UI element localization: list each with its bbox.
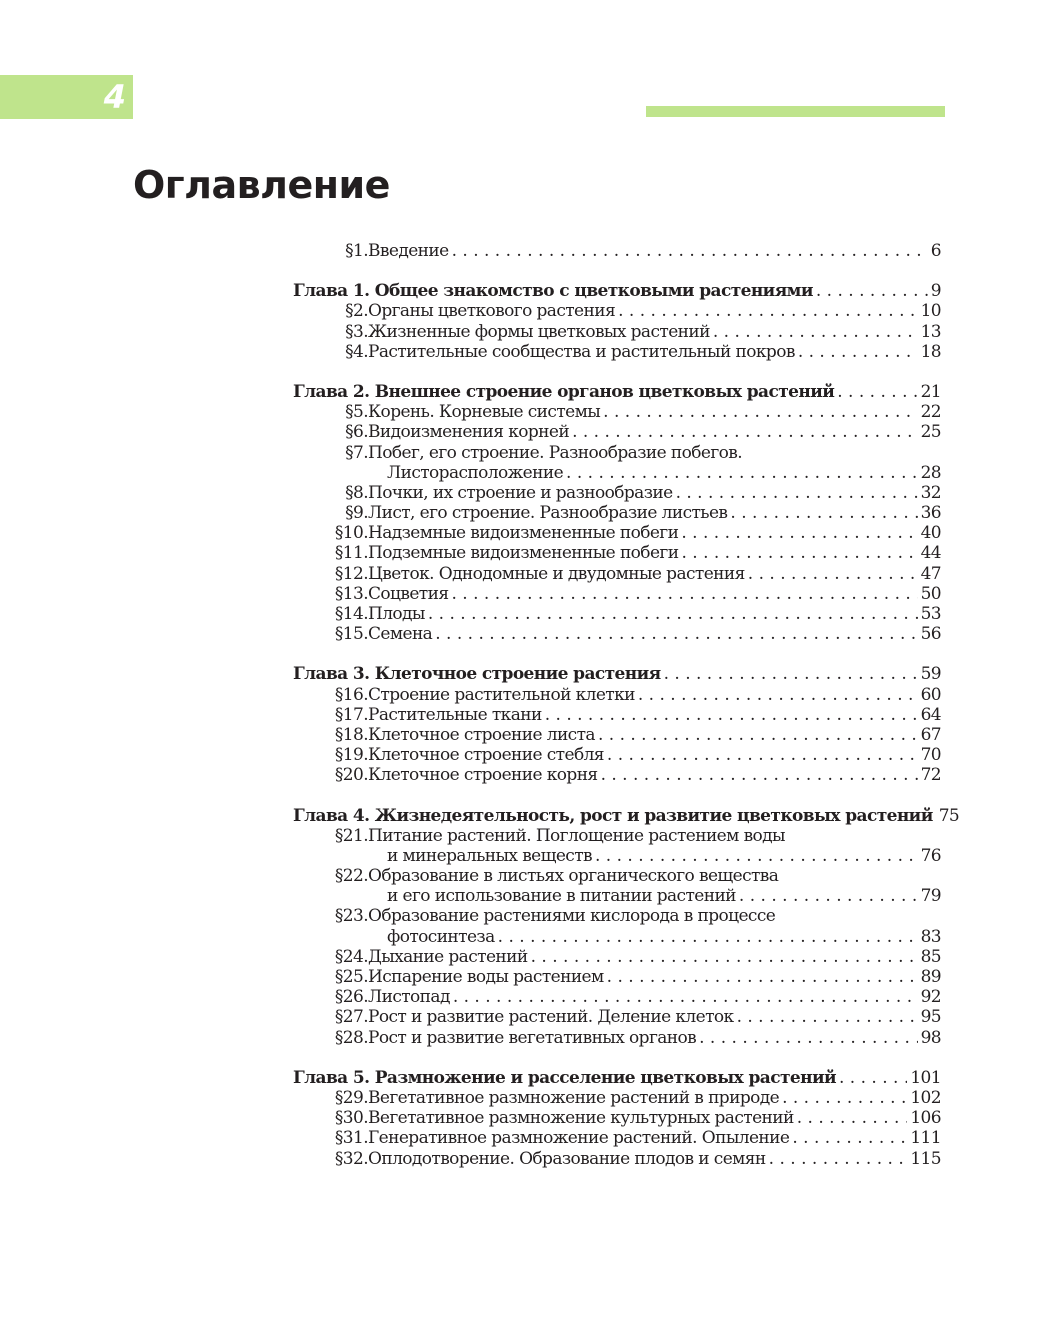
toc-section-row[interactable] [293, 443, 941, 463]
toc-section-continuation[interactable] [293, 927, 941, 947]
chapter-title: Глава 4. Жизнедеятельность, рост и развитие цветковых растений [293, 805, 933, 826]
section-page-number: 106 [910, 1108, 941, 1129]
section-page-number: 22 [920, 402, 941, 423]
section-title: Плоды [368, 604, 425, 624]
toc-group [293, 1068, 941, 1169]
section-title: Клеточное строение листа [368, 724, 595, 745]
section-title: и минеральных веществ [387, 845, 592, 866]
toc-section-row[interactable] [293, 322, 941, 342]
section-number: §25. [334, 967, 368, 987]
section-page-number: 28 [920, 462, 941, 483]
section-title: Видоизменения корней [368, 422, 570, 443]
dot-leader [566, 463, 918, 483]
section-page-number: 50 [920, 583, 941, 604]
section-title: Строение растительной клетки [368, 684, 635, 705]
section-title: Клеточное строение стебля [368, 745, 604, 766]
section-page-number: 13 [920, 321, 941, 342]
page-number: 4 [103, 78, 126, 116]
toc-chapter-row[interactable] [293, 664, 941, 684]
section-number: §15. [334, 624, 368, 645]
dot-leader [598, 725, 918, 745]
toc-group [293, 281, 941, 362]
chapter-title: Глава 1. Общее знакомство с цветковыми растениями [293, 281, 813, 302]
toc-section-row[interactable] [293, 402, 941, 422]
section-title: Листорасположение [387, 462, 564, 483]
toc-section-row[interactable] [293, 866, 941, 886]
section-number: §21. [334, 825, 368, 846]
section-number: §18. [334, 724, 368, 745]
section-title: Корень. Корневые системы [368, 402, 601, 423]
section-page-number: 10 [920, 301, 941, 322]
section-number: §7. [345, 442, 368, 463]
toc-chapter-row[interactable] [293, 1068, 941, 1088]
toc-section-row[interactable] [293, 422, 941, 442]
toc-section-row[interactable] [293, 241, 941, 261]
toc-section-row[interactable] [293, 1108, 941, 1128]
dot-leader [839, 1068, 907, 1088]
section-number: §17. [334, 704, 368, 725]
section-page-number: 115 [910, 1148, 941, 1169]
toc-chapter-row[interactable] [293, 281, 941, 301]
dot-leader [603, 402, 917, 422]
dot-leader [730, 503, 917, 523]
toc-section-row[interactable] [293, 1088, 941, 1108]
dot-leader [452, 241, 928, 261]
dot-leader [782, 1088, 907, 1108]
section-number: §16. [334, 684, 368, 705]
section-page-number: 98 [920, 1027, 941, 1048]
toc-section-row[interactable] [293, 947, 941, 967]
section-title: Рост и развитие вегетативных органов [368, 1027, 697, 1048]
dot-leader [792, 1128, 907, 1148]
chapter-page-number: 101 [910, 1067, 941, 1088]
section-number: §6. [345, 422, 368, 443]
section-number: §8. [345, 482, 368, 503]
dot-leader [681, 523, 917, 543]
section-title: Рост и развитие растений. Деление клеток [368, 1007, 734, 1028]
section-number: §32. [334, 1148, 368, 1169]
section-number: §20. [334, 765, 368, 786]
section-page-number: 64 [920, 704, 941, 725]
dot-leader [699, 1028, 917, 1048]
dot-leader [837, 382, 917, 402]
section-number: §31. [334, 1128, 368, 1149]
dot-leader [428, 604, 918, 624]
dot-leader [451, 584, 917, 604]
dot-leader [607, 967, 918, 987]
dot-leader [713, 322, 918, 342]
section-page-number: 83 [920, 926, 941, 947]
dot-leader [531, 947, 918, 967]
dot-leader [798, 342, 918, 362]
dot-leader [607, 745, 918, 765]
toc-section-continuation[interactable] [293, 846, 941, 866]
section-number: §26. [334, 987, 368, 1008]
section-title: фотосинтеза [387, 926, 495, 947]
section-number: §28. [334, 1027, 368, 1048]
section-title: Подземные видоизмененные побеги [368, 543, 679, 564]
section-page-number: 6 [930, 241, 941, 261]
section-page-number: 111 [910, 1128, 941, 1149]
toc-section-row[interactable] [293, 543, 941, 563]
dot-leader [618, 301, 917, 321]
section-number: §10. [334, 523, 368, 544]
toc-section-continuation[interactable] [293, 463, 941, 483]
toc-section-row[interactable] [293, 745, 941, 765]
section-number: §11. [334, 543, 368, 564]
section-number: §27. [334, 1007, 368, 1028]
section-number: §9. [345, 503, 368, 524]
section-title: Лист, его строение. Разнообразие листьев [368, 503, 728, 524]
section-number: §4. [345, 341, 368, 362]
toc-section-row[interactable] [293, 564, 941, 584]
section-title: Растительные ткани [368, 704, 542, 725]
section-number: §1. [345, 241, 368, 261]
toc-chapter-row[interactable] [293, 382, 941, 402]
page-title: Оглавление [133, 163, 390, 207]
chapter-page-number: 9 [930, 281, 941, 302]
section-page-number: 85 [920, 946, 941, 967]
section-page-number: 44 [920, 543, 941, 564]
table-of-contents [293, 241, 960, 1189]
section-page-number: 60 [920, 684, 941, 705]
dot-leader [737, 1007, 918, 1027]
dot-leader [572, 422, 918, 442]
toc-group [293, 241, 941, 261]
toc-section-row[interactable] [293, 987, 941, 1007]
section-title: Введение [368, 241, 449, 261]
toc-section-row[interactable] [293, 342, 941, 362]
section-title: Оплодотворение. Образование плодов и семян [368, 1148, 766, 1169]
dot-leader [545, 705, 918, 725]
toc-group [293, 805, 960, 1048]
toc-chapter-row[interactable] [293, 805, 960, 826]
dot-leader [435, 624, 917, 644]
section-title: Образование растениями кислорода в процессе [368, 906, 776, 927]
section-title: Почки, их строение и разнообразие [368, 482, 673, 503]
section-number: §24. [334, 946, 368, 967]
toc-section-row[interactable] [293, 906, 941, 926]
section-page-number: 102 [910, 1087, 941, 1108]
toc-group [293, 664, 941, 785]
section-number: §5. [345, 402, 368, 423]
toc-section-row[interactable] [293, 483, 941, 503]
dot-leader [664, 664, 918, 684]
dot-leader [748, 564, 918, 584]
section-number: §3. [345, 321, 368, 342]
toc-section-row[interactable] [293, 765, 941, 785]
section-title: Дыхание растений [368, 946, 528, 967]
section-page-number: 79 [920, 886, 941, 907]
section-number: §19. [334, 745, 368, 766]
toc-section-continuation[interactable] [293, 886, 941, 906]
toc-section-row[interactable] [293, 1149, 941, 1169]
chapter-title: Глава 5. Размножение и расселение цветковых растений [293, 1067, 836, 1088]
section-title: Жизненные формы цветковых растений [368, 321, 710, 342]
section-page-number: 25 [920, 422, 941, 443]
section-title: и его использование в питании растений [387, 886, 736, 907]
section-title: Питание растений. Поглощение растением воды [368, 825, 785, 846]
dot-leader [453, 987, 918, 1007]
section-number: §14. [334, 604, 368, 624]
toc-section-row[interactable] [293, 624, 941, 644]
toc-section-row[interactable] [293, 705, 941, 725]
section-page-number: 47 [920, 563, 941, 584]
toc-section-row[interactable] [293, 503, 941, 523]
section-page-number: 56 [920, 624, 941, 645]
section-title: Надземные видоизмененные побеги [368, 523, 679, 544]
chapter-page-number: 75 [938, 805, 960, 826]
section-title: Вегетативное размножение культурных растений [368, 1108, 794, 1129]
section-number: §13. [334, 583, 368, 604]
section-title: Побег, его строение. Разнообразие побегов. [368, 442, 743, 463]
section-title: Вегетативное размножение растений в природе [368, 1087, 780, 1108]
toc-section-row[interactable] [293, 1128, 941, 1148]
toc-group [293, 382, 941, 644]
section-number: §12. [334, 563, 368, 584]
toc-section-row[interactable] [293, 604, 941, 624]
section-page-number: 40 [920, 523, 941, 544]
section-number: §30. [334, 1108, 368, 1129]
section-page-number: 36 [920, 503, 941, 524]
section-number: §22. [334, 866, 368, 887]
chapter-title: Глава 2. Внешнее строение органов цветковых растений [293, 381, 835, 402]
section-title: Генеративное размножение растений. Опыление [368, 1128, 790, 1149]
dot-leader [739, 886, 918, 906]
toc-section-row[interactable] [293, 725, 941, 745]
section-title: Соцветия [368, 583, 449, 604]
section-page-number: 72 [920, 765, 941, 786]
chapter-page-number: 59 [920, 664, 941, 685]
section-title: Цветок. Однодомные и двудомные растения [368, 563, 745, 584]
section-number: §23. [334, 906, 368, 927]
section-title: Семена [368, 624, 433, 645]
section-page-number: 53 [920, 604, 941, 624]
section-page-number: 95 [920, 1007, 941, 1028]
section-page-number: 92 [920, 987, 941, 1008]
toc-section-row[interactable] [293, 523, 941, 543]
toc-section-row[interactable] [293, 301, 941, 321]
section-title: Растительные сообщества и растительный покров [368, 341, 795, 362]
dot-leader [498, 927, 918, 947]
dot-leader [595, 846, 918, 866]
section-page-number: 67 [920, 724, 941, 745]
toc-section-row[interactable] [293, 1028, 941, 1048]
dot-leader [816, 281, 928, 301]
toc-section-row[interactable] [293, 967, 941, 987]
page-number-tab [0, 75, 133, 119]
section-number: §2. [345, 301, 368, 322]
dot-leader [681, 543, 917, 563]
section-number: §29. [334, 1087, 368, 1108]
section-title: Клеточное строение корня [368, 765, 598, 786]
toc-section-row[interactable] [293, 685, 941, 705]
dot-leader [676, 483, 918, 503]
header-accent-bar [646, 106, 945, 117]
dot-leader [601, 765, 918, 785]
chapter-page-number: 21 [920, 381, 941, 402]
toc-section-row[interactable] [293, 1007, 941, 1027]
toc-section-row[interactable] [293, 826, 941, 846]
section-page-number: 32 [920, 482, 941, 503]
dot-leader [769, 1149, 908, 1169]
section-page-number: 70 [920, 745, 941, 766]
section-title: Образование в листьях органического вещества [368, 866, 779, 887]
section-title: Органы цветкового растения [368, 301, 616, 322]
section-page-number: 89 [920, 967, 941, 987]
dot-leader [638, 685, 918, 705]
section-page-number: 18 [920, 341, 941, 362]
section-title: Испарение воды растением [368, 967, 604, 987]
section-title: Листопад [368, 987, 450, 1008]
section-page-number: 76 [920, 845, 941, 866]
toc-section-row[interactable] [293, 584, 941, 604]
dot-leader [797, 1108, 908, 1128]
chapter-title: Глава 3. Клеточное строение растения [293, 664, 661, 685]
